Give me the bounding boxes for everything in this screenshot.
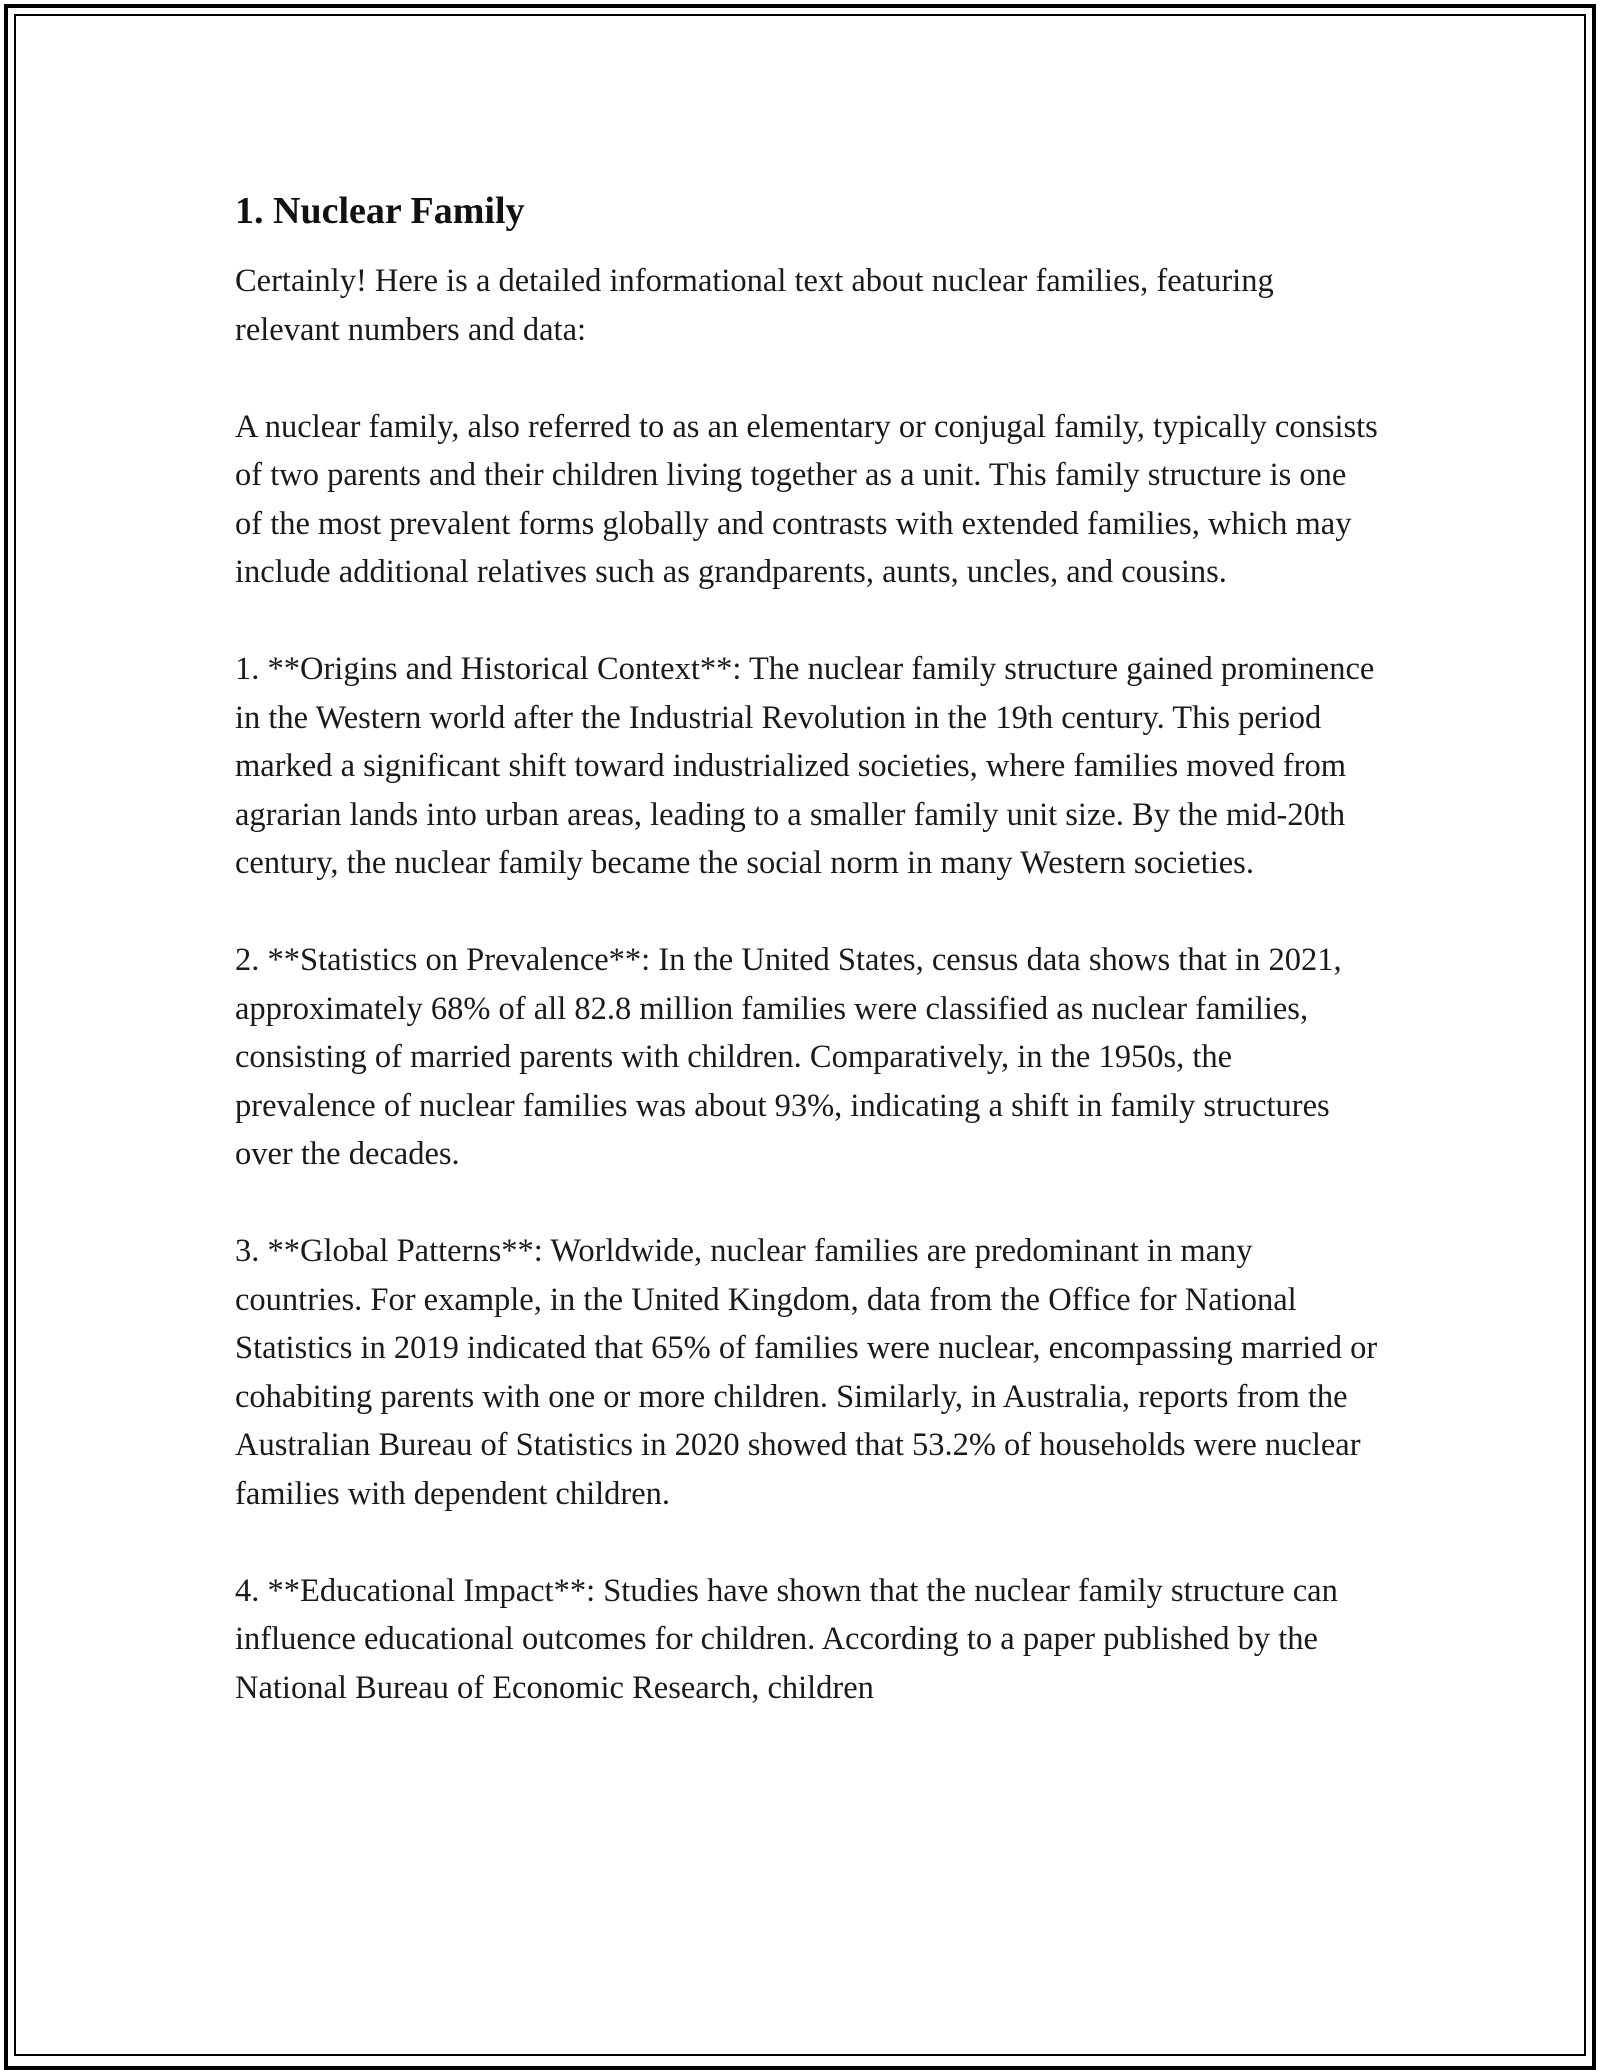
document-title: 1. Nuclear Family xyxy=(235,190,525,232)
origins-paragraph: 1. **Origins and Historical Context**: The nuclear family structure gained prominence in the Western world after the Industrial Revolution in the 19th century. This period marked a significant shift toward industrialized societies, where families moved from agrarian lands into urban areas, leading to a smaller family unit size. By the mid-20th century, the nuclear family became the social norm in many Western societies. xyxy=(235,651,1375,881)
definition-paragraph: A nuclear family, also referred to as an elementary or conjugal family, typically consists of two parents and their children living together as a unit. This family structure is one of the most prevalent forms globally and contrasts with extended families, which may include additional relatives such as grandparents, aunts, uncles, and cousins. xyxy=(235,408,1378,590)
document-body xyxy=(235,185,1380,1761)
educational-impact-paragraph: 4. **Educational Impact**: Studies have shown that the nuclear family structure can influence educational outcomes for children. According to a paper published by the National Bureau of Economic Research, children xyxy=(235,1572,1338,1706)
intro-paragraph: Certainly! Here is a detailed informational text about nuclear families, featuring relevant numbers and data: xyxy=(235,263,1274,348)
statistics-paragraph: 2. **Statistics on Prevalence**: In the United States, census data shows that in 2021, approximately 68% of all 82.8 million families were classified as nuclear families, consisting of married parents with children. Comparatively, in the 1950s, the prevalence of nuclear families was about 93%, indicating a shift in family structures over the decades. xyxy=(235,942,1342,1172)
global-patterns-paragraph: 3. **Global Patterns**: Worldwide, nuclear families are predominant in many countries. For example, in the United Kingdom, data from the Office for National Statistics in 2019 indicated that 65% of families were nuclear, encompassing married or cohabiting parents with one or more children. Similarly, in Australia, reports from the Australian Bureau of Statistics in 2020 showed that 53.2% of households were nuclear families with dependent children. xyxy=(235,1233,1378,1512)
